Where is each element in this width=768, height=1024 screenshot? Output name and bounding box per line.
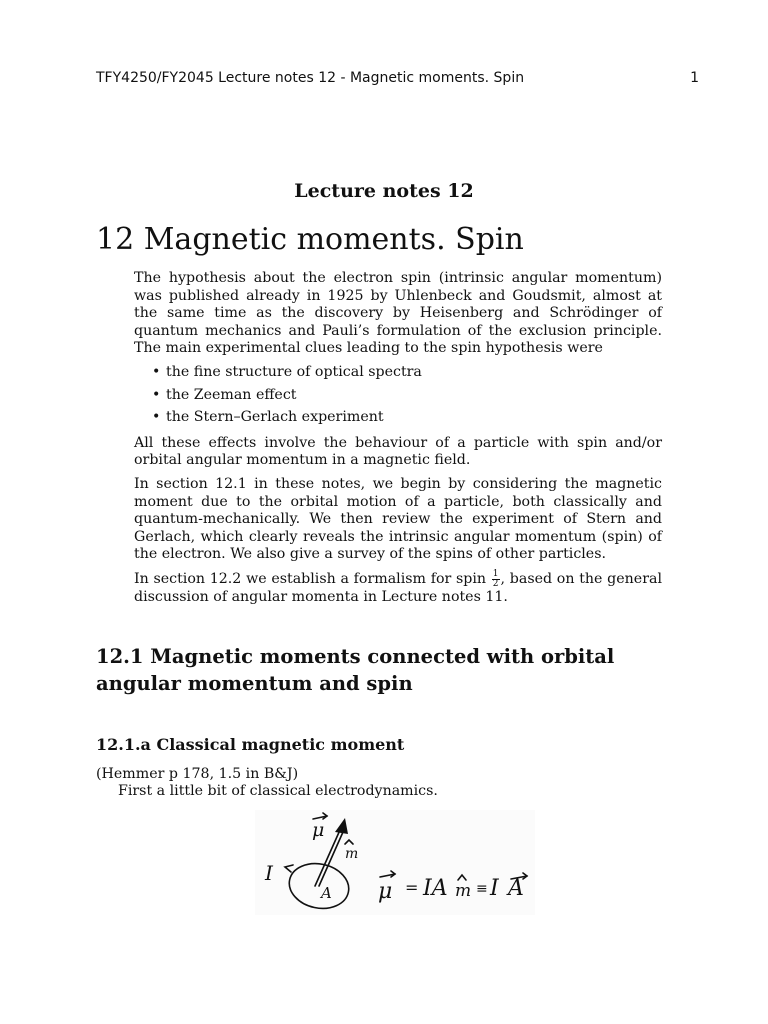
fraction-numerator: 1 [492,568,499,579]
reference-line: (Hemmer p 178, 1.5 in B&J) [96,766,299,782]
p4-text-after: , based on the general discussion of angular momenta in Lecture notes 11. [134,570,662,605]
label-a: A [321,884,332,902]
magnetic-moment-figure [255,810,535,915]
page-number: 1 [690,70,699,86]
running-title: TFY4250/FY2045 Lecture notes 12 - Magnetic moments. Spin [96,70,525,86]
intro-line: First a little bit of classical electrodynamics. [118,783,438,799]
p4-text-before: In section 12.2 we establish a formalism for spin [134,570,487,587]
subsection-title: 12.1.a Classical magnetic moment [96,735,405,754]
eq-mu: μ [378,879,393,904]
abstract [134,270,662,613]
eq-a: A [508,876,524,901]
bullet-icon: • [152,363,161,380]
eq-ia: IA [423,876,448,901]
fraction-one-half [492,570,500,589]
current-loop-diagram [255,810,535,915]
chapter-title: 12 Magnetic moments. Spin [96,222,524,257]
moment-arrow-head [335,818,348,834]
eq-i: I [490,876,499,901]
abstract-paragraph-3: In section 12.1 in these notes, we begin by considering the magnetic moment due to the orbital motion of a particle, both classically and quantum-mechanically. We then review the experiment of Stern and Gerlach, which clearly reveals the intrinsic angular momentum (spin) of the electron. We also give a survey of the spins of other particles. [134,475,662,563]
eq-equals: = [405,878,419,897]
current-direction-arrow [285,865,293,872]
abstract-paragraph-4 [134,570,662,607]
eq-equiv: ≡ [476,881,488,897]
eq-m: m [455,881,472,901]
abstract-paragraph-2: All these effects involve the behaviour of a particle with spin and/or orbital angular momentum in a magnetic field. [134,434,662,469]
clue-list [134,364,662,427]
lecture-notes-title: Lecture notes 12 [294,180,474,202]
clue-item-text: the fine structure of optical spectra [166,363,422,380]
label-m: m [345,846,359,862]
eq-m-hat [458,875,466,880]
clue-item-text: the Zeeman effect [166,386,297,403]
m-hat [345,840,353,844]
clue-item [152,387,662,405]
bullet-icon: • [152,409,161,426]
bullet-icon: • [152,386,161,403]
clue-item [152,409,662,427]
fraction-denominator: 2 [492,578,499,589]
running-header [96,70,699,86]
label-mu: μ [312,819,325,841]
clue-item-text: the Stern–Gerlach experiment [166,409,384,426]
clue-item [152,364,662,382]
section-title: 12.1 Magnetic moments connected with orbital angular momentum and spin [96,645,615,695]
label-i: I [265,861,273,885]
abstract-paragraph-1: The hypothesis about the electron spin (intrinsic angular momentum) was published already in 1925 by Uhlenbeck and Goudsmit, almost at the same time as the discovery by Heisenberg and Schrödinger of quantum mechanics and Pauli’s formulation of the exclusion principle. The main experimental clues leading to the spin hypothesis were [134,270,662,357]
